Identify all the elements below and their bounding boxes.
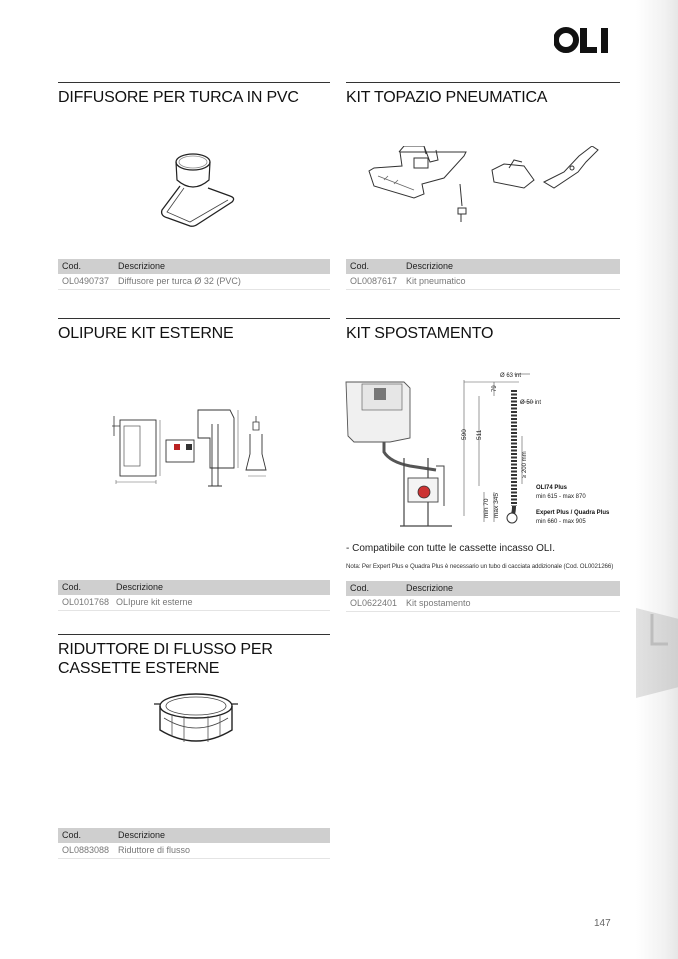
section-title: KIT TOPAZIO PNEUMATICA — [346, 89, 548, 106]
table-row — [58, 595, 330, 611]
section-olipure — [58, 318, 330, 343]
row-code: OL0087617 — [350, 276, 398, 286]
dim-511: 511 — [476, 429, 483, 440]
header-description: Descrizione — [406, 261, 454, 271]
dim-d50: Ø 50 int — [520, 400, 542, 406]
row-description: Riduttore di flusso — [118, 845, 191, 855]
brand-logo — [554, 22, 622, 58]
table-header — [58, 259, 330, 274]
table-row — [58, 274, 330, 290]
row-code: OL0883088 — [62, 845, 110, 855]
table-header — [58, 828, 330, 843]
section-title-line1: RIDUTTORE DI FLUSSO PER — [58, 641, 273, 658]
row-description: OLIpure kit esterne — [116, 597, 193, 607]
section-rule — [58, 634, 330, 635]
diffusore-illustration — [150, 150, 250, 240]
section-rule — [346, 318, 620, 319]
kit-topazio-illustration — [364, 146, 604, 236]
dim-590: 590 — [461, 429, 468, 440]
section-kit-topazio — [346, 82, 620, 107]
row-code: OL0101768 — [62, 597, 110, 607]
table-header — [346, 581, 620, 596]
table-row — [346, 274, 620, 290]
table-riduttore — [58, 828, 330, 859]
section-rule — [346, 82, 620, 83]
row-code: OL0622401 — [350, 598, 398, 608]
oli-logo-icon — [554, 22, 622, 58]
dim-d63: Ø 63 int — [500, 373, 522, 379]
table-header — [346, 259, 620, 274]
section-title: DIFFUSORE PER TURCA IN PVC — [58, 89, 299, 106]
svg-text:OLI: OLI — [554, 22, 556, 23]
header-code: Cod. — [350, 583, 370, 593]
row-description: Kit spostamento — [406, 598, 471, 608]
header-description: Descrizione — [118, 830, 166, 840]
tab-marker-icon — [644, 612, 674, 652]
header-description: Descrizione — [118, 261, 166, 271]
model-expert: Expert Plus / Quadra Plus — [536, 510, 610, 516]
compat-note: - Compatibile con tutte le cassette incasso OLI. — [346, 543, 555, 554]
range-expert: min 660 - max 905 — [536, 519, 586, 525]
section-title-line2: CASSETTE ESTERNE — [58, 660, 220, 677]
header-code: Cod. — [62, 830, 82, 840]
table-row — [58, 843, 330, 859]
header-code: Cod. — [62, 582, 82, 592]
riduttore-illustration — [150, 690, 242, 759]
table-kit-topazio — [346, 259, 620, 290]
table-row — [346, 596, 620, 612]
row-description: Kit pneumatico — [406, 276, 466, 286]
range-oli74: min 615 - max 870 — [536, 494, 586, 500]
kit-spostamento-diagram — [344, 366, 634, 541]
table-olipure — [58, 580, 330, 611]
model-oli74: OLI74 Plus — [536, 485, 568, 491]
dim-max345: max 345 — [493, 493, 500, 518]
dim-200: ≥ 200 mm — [522, 451, 528, 478]
section-rule — [58, 82, 330, 83]
dim-79: 79 — [492, 385, 498, 392]
header-description: Descrizione — [406, 583, 454, 593]
table-diffusore — [58, 259, 330, 290]
header-description: Descrizione — [116, 582, 164, 592]
section-title: KIT SPOSTAMENTO — [346, 325, 494, 342]
section-title: OLIPURE KIT ESTERNE — [58, 325, 234, 342]
page-number: 147 — [594, 918, 611, 929]
dim-min70: min 70 — [483, 498, 490, 518]
table-header — [58, 580, 330, 595]
row-description: Diffusore per turca Ø 32 (PVC) — [118, 276, 241, 286]
section-kit-spostamento — [346, 318, 620, 343]
section-rule — [58, 318, 330, 319]
section-diffusore — [58, 82, 330, 107]
header-code: Cod. — [62, 261, 82, 271]
row-code: OL0490737 — [62, 276, 110, 286]
section-riduttore — [58, 634, 330, 678]
header-code: Cod. — [350, 261, 370, 271]
table-kit-spostamento — [346, 581, 620, 612]
olipure-illustration — [110, 404, 276, 499]
side-tab — [636, 0, 678, 959]
small-note: Nota: Per Expert Plus e Quadra Plus è necessario un tubo di cacciata addizionale (Cod. OL0021266) — [346, 563, 614, 570]
